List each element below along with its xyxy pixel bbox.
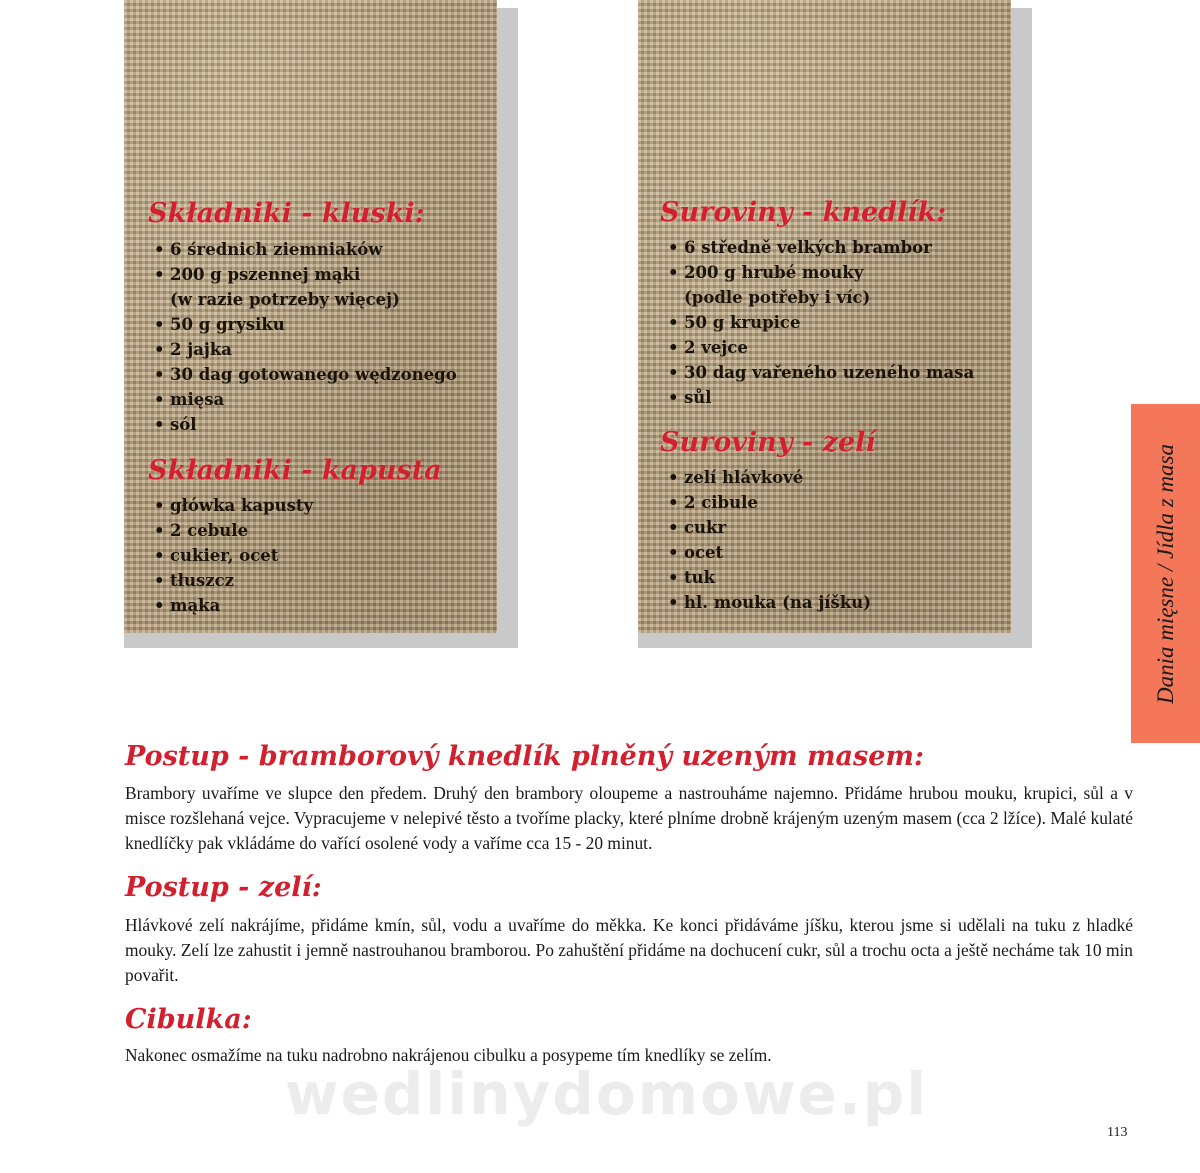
watermark: wedlinydomowe.pl	[285, 1060, 929, 1128]
list-item: • 50 g grysiku	[154, 315, 285, 334]
chapter-side-tab-label: Dania mięsne / Jídla z masa	[1152, 443, 1178, 704]
section-text-dumplings: Brambory uvaříme ve slupce den předem. Druhý den brambory oloupeme a nastrouháme najemno. Přidáme hrubou mouku, krupici, sůl a v misce rozšlehaná vejce. Vypracujeme v nelepivé těsto a tvoříme placky, které plníme drobně krájeným uzeným masem (cca 2 lžíce). Malé kulaté knedlíčky pak vkládáme do vařící osolené vody a vaříme cca 15 - 20 minut.	[125, 783, 1133, 853]
right-card-section-title: Suroviny - knedlík:	[660, 197, 947, 228]
left-card-section-title: Składniki - kluski:	[148, 198, 425, 229]
right-card-ingredient-list	[662, 235, 974, 410]
list-item: • 2 cibule	[668, 493, 758, 512]
list-item: (w razie potrzeby więcej)	[170, 290, 400, 309]
right-card-section-title: Suroviny - zelí	[660, 427, 876, 458]
list-item: • mąka	[154, 596, 221, 615]
section-heading-cabbage: Postup - zelí:	[125, 872, 322, 903]
list-item: • 200 g hrubé mouky	[668, 263, 864, 282]
left-ingredients-card	[124, 0, 497, 633]
section-text-cabbage: Hlávkové zelí nakrájíme, přidáme kmín, sůl, vodu a uvaříme do měkka. Ke konci přidáváme jíšku, kterou jsme si udělali na tuku z hladké mouky. Zelí lze zahustit i jemně nastrouhanou bramborou. Po zahuštění přidáme na dochucení cukr, sůl a trochu octa a ještě necháme tak 10 min povařit.	[125, 915, 1133, 985]
left-card-section-title: Składniki - kapusta	[148, 455, 442, 486]
section-text-onion: Nakonec osmažíme na tuku nadrobno nakrájenou cibulku a posypeme tím knedlíky se zelím.	[125, 1045, 772, 1065]
right-card-ingredient-list	[662, 465, 871, 615]
list-item: • 30 dag vařeného uzeného masa	[668, 363, 975, 382]
left-card-ingredient-list	[148, 237, 457, 437]
list-item: • tłuszcz	[154, 571, 235, 590]
section-heading-onion: Cibulka:	[125, 1004, 252, 1035]
list-item: • główka kapusty	[154, 496, 314, 515]
left-card-ingredient-list	[148, 493, 313, 618]
list-item: • 6 středně velkých brambor	[668, 238, 932, 257]
list-item: • 2 vejce	[668, 338, 748, 357]
list-item: (podle potřeby i víc)	[684, 288, 871, 307]
list-item: • 30 dag gotowanego wędzonego	[154, 365, 457, 384]
list-item: • 6 średnich ziemniaków	[154, 240, 383, 259]
list-item: • sól	[154, 415, 197, 434]
list-item: • 2 jajka	[154, 340, 232, 359]
list-item: • ocet	[668, 543, 724, 562]
section-heading-dumplings: Postup - bramborový knedlík plněný uzeným masem:	[125, 741, 924, 772]
list-item: • tuk	[668, 568, 716, 587]
list-item: • 200 g pszennej mąki	[154, 265, 361, 284]
list-item: • sůl	[668, 388, 712, 407]
list-item: • cukier, ocet	[154, 546, 279, 565]
list-item: • 50 g krupice	[668, 313, 801, 332]
list-item: • hl. mouka (na jíšku)	[668, 593, 872, 612]
chapter-side-tab	[1131, 404, 1200, 743]
list-item: • zelí hlávkové	[668, 468, 804, 487]
list-item: • 2 cebule	[154, 521, 249, 540]
page-number: 113	[1107, 1125, 1128, 1140]
list-item: • mięsa	[154, 390, 225, 409]
right-ingredients-card	[638, 0, 1011, 633]
list-item: • cukr	[668, 518, 727, 537]
